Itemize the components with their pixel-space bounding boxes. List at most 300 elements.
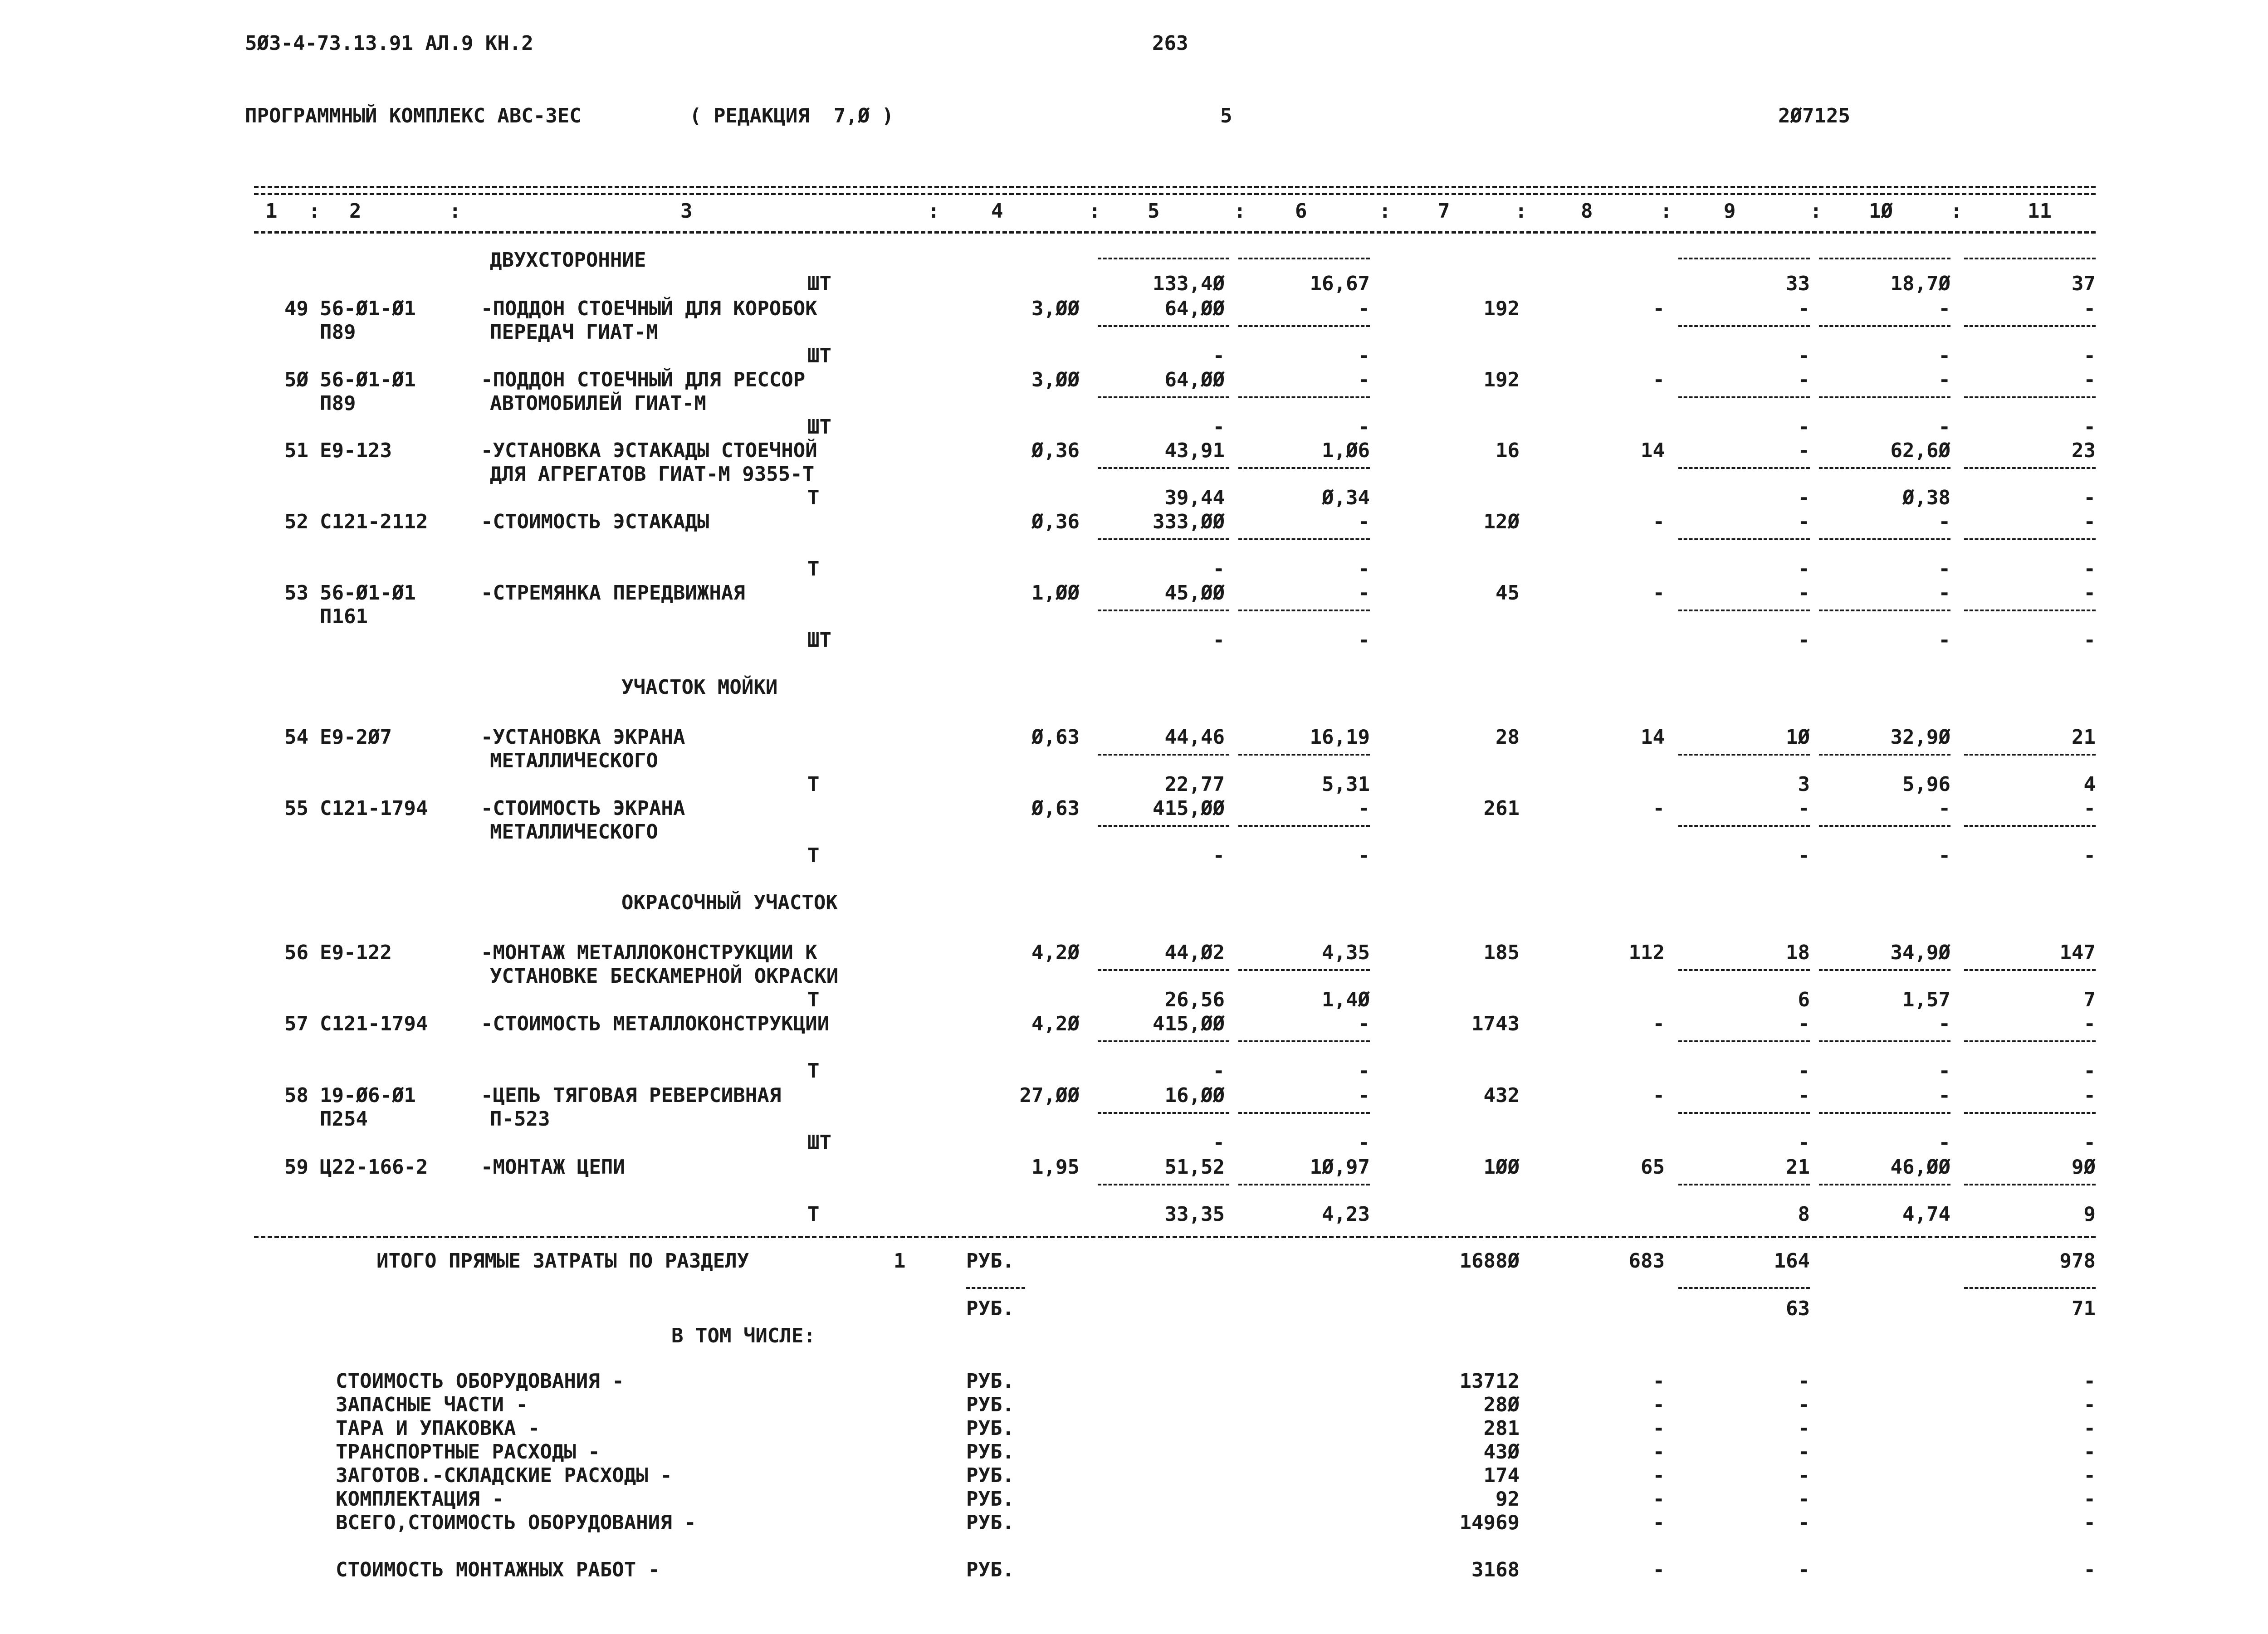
row-number: 58	[284, 1084, 308, 1107]
breakdown-col11: -	[2083, 1440, 2096, 1463]
row-unit: Т	[807, 988, 820, 1011]
row-col11-b: -	[2083, 486, 2096, 509]
row-col9-b: 6	[1798, 988, 1810, 1011]
breakdown-col8: -	[1652, 1558, 1665, 1581]
program-name: ПРОГРАММНЫЙ КОМПЛЕКС АВС-3ЕС	[245, 104, 582, 127]
column-header-1: 1	[265, 200, 278, 223]
breakdown-col9: -	[1798, 1558, 1810, 1581]
row-col4: 1,ØØ	[1031, 581, 1080, 605]
row-col11: -	[2083, 581, 2096, 605]
row-col8: 112	[1628, 941, 1665, 964]
row-col5: 133,4Ø	[1153, 272, 1225, 295]
row-col10-b: 5,96	[1902, 773, 1950, 796]
row-rule	[1238, 1184, 1370, 1185]
row-col11: 9Ø	[2072, 1156, 2096, 1179]
row-col10-b: 1,57	[1902, 988, 1950, 1011]
row-col6-b: -	[1358, 344, 1370, 367]
row-rule	[1098, 754, 1229, 756]
row-col6-b: -	[1358, 415, 1370, 439]
breakdown-col7: 281	[1483, 1417, 1520, 1440]
row-col11-b: 9	[2083, 1203, 2096, 1226]
row-col11-b: 7	[2083, 988, 2096, 1011]
breakdown-unit: РУБ.	[966, 1440, 1014, 1463]
row-name: -ЦЕПЬ ТЯГОВАЯ РЕВЕРСИВНАЯ	[481, 1084, 782, 1107]
breakdown-unit: РУБ.	[966, 1370, 1014, 1393]
row-col6-b: 4,23	[1322, 1203, 1370, 1226]
row-col5: 44,46	[1164, 726, 1225, 749]
column-header-6: 6	[1295, 200, 1307, 223]
row-col10-b: -	[1938, 629, 1950, 652]
row-rule	[1098, 467, 1229, 469]
row-rule	[1964, 258, 2096, 259]
row-col7: 16	[1496, 439, 1520, 462]
row-col11-b: -	[2083, 629, 2096, 652]
row-col10-b: -	[1938, 557, 1950, 580]
row-col10-b: -	[1938, 344, 1950, 367]
column-separator: :	[308, 200, 321, 223]
row-col11: -	[2083, 797, 2096, 820]
totals-col9-b: 63	[1786, 1297, 1810, 1320]
row-rule	[1238, 1040, 1370, 1042]
doc-code: 5Ø3-4-7З.13.91 АЛ.9 КН.2	[245, 32, 533, 55]
breakdown-unit: РУБ.	[966, 1464, 1014, 1487]
row-rule	[1678, 258, 1810, 259]
totals-col7: 1688Ø	[1459, 1249, 1520, 1273]
row-code-2: П89	[320, 392, 356, 415]
row-col6-b: -	[1358, 629, 1370, 652]
row-number: 5Ø	[284, 368, 308, 391]
row-unit: Т	[807, 773, 820, 796]
row-col6: -	[1358, 510, 1370, 533]
row-col6: 4,35	[1322, 941, 1370, 964]
row-rule	[1964, 325, 2096, 327]
row-col11: -	[2083, 1084, 2096, 1107]
row-name-2: П-523	[490, 1107, 550, 1131]
row-col5: 64,ØØ	[1164, 368, 1225, 391]
row-rule	[1238, 1112, 1370, 1114]
column-header-3: 3	[680, 200, 693, 223]
column-header-5: 5	[1148, 200, 1160, 223]
row-col7: 185	[1483, 941, 1520, 964]
row-col8: 14	[1641, 439, 1665, 462]
row-col9-b: -	[1798, 415, 1810, 439]
section-title-washing: УЧАСТОК МОЙКИ	[621, 676, 778, 699]
row-rule	[1964, 396, 2096, 398]
column-header-8: 8	[1581, 200, 1593, 223]
row-rule	[1964, 1112, 2096, 1114]
row-col9-b: -	[1798, 1059, 1810, 1083]
header-top-rule	[254, 186, 2096, 188]
row-col6: -	[1358, 1012, 1370, 1035]
row-col5: 415,ØØ	[1153, 1012, 1225, 1035]
row-number: 55	[284, 797, 308, 820]
row-col4: 4,2Ø	[1031, 941, 1080, 964]
row-number: 51	[284, 439, 308, 462]
row-col6-b: -	[1358, 844, 1370, 867]
breakdown-col11: -	[2083, 1464, 2096, 1487]
row-name-2: АВТОМОБИЛЕЙ ГИАТ-М	[490, 392, 706, 415]
row-col10: -	[1938, 1012, 1950, 1035]
row-rule	[1678, 825, 1810, 827]
breakdown-label: СТОИМОСТЬ МОНТАЖНЫХ РАБОТ -	[336, 1558, 660, 1581]
row-col11-b: 4	[2083, 773, 2096, 796]
totals-unit: РУБ.	[966, 1249, 1014, 1273]
row-rule	[1098, 1112, 1229, 1114]
row-col4: 1,95	[1031, 1156, 1080, 1179]
row-col9: -	[1798, 439, 1810, 462]
breakdown-label: ЗАГОТОВ.-СКЛАДСКИЕ РАСХОДЫ -	[336, 1464, 672, 1487]
column-separator: :	[1660, 200, 1672, 223]
row-col10: 18,7Ø	[1890, 272, 1950, 295]
breakdown-unit: РУБ.	[966, 1393, 1014, 1416]
row-col11: 21	[2072, 726, 2096, 749]
row-col9-b: -	[1798, 844, 1810, 867]
row-name: ДВУХСТОРОННИЕ	[490, 249, 646, 272]
row-rule	[1238, 396, 1370, 398]
row-code-2: П254	[320, 1107, 368, 1131]
breakdown-unit: РУБ.	[966, 1511, 1014, 1534]
row-number: 49	[284, 297, 308, 320]
row-name: -ПОДДОН СТОЕЧНЫЙ ДЛЯ РЕССОР	[481, 368, 806, 391]
row-rule	[1678, 610, 1810, 611]
row-col10: 46,ØØ	[1890, 1156, 1950, 1179]
row-col10-b: 4,74	[1902, 1203, 1950, 1226]
row-col9-b: -	[1798, 629, 1810, 652]
totals-unit-rule	[966, 1287, 1025, 1289]
row-col9-b: 3	[1798, 773, 1810, 796]
row-col11: 23	[2072, 439, 2096, 462]
row-unit: Т	[807, 1059, 820, 1083]
row-rule	[1098, 396, 1229, 398]
row-rule	[1819, 396, 1950, 398]
row-rule	[1964, 1040, 2096, 1042]
row-name-2: ДЛЯ АГРЕГАТОВ ГИАТ-М 9355-Т	[490, 463, 815, 486]
column-separator: :	[1810, 200, 1822, 223]
row-col6-b: 5,31	[1322, 773, 1370, 796]
row-col6: 16,19	[1310, 726, 1370, 749]
row-col4: 4,2Ø	[1031, 1012, 1080, 1035]
breakdown-col7: 92	[1496, 1488, 1520, 1511]
row-col10: -	[1938, 510, 1950, 533]
row-name: -СТОИМОСТЬ ЭСТАКАДЫ	[481, 510, 709, 533]
row-col7: 28	[1496, 726, 1520, 749]
breakdown-label: ВСЕГО,СТОИМОСТЬ ОБОРУДОВАНИЯ -	[336, 1511, 696, 1534]
breakdown-unit: РУБ.	[966, 1417, 1014, 1440]
row-col8: -	[1652, 581, 1665, 605]
totals-label: ИТОГО ПРЯМЫЕ ЗАТРАТЫ ПО РАЗДЕЛУ	[376, 1249, 749, 1273]
row-col4: 27,ØØ	[1019, 1084, 1080, 1107]
row-col5: 16,ØØ	[1164, 1084, 1225, 1107]
column-separator: :	[1950, 200, 1963, 223]
row-col9: 33	[1786, 272, 1810, 295]
totals-including: В ТОМ ЧИСЛЕ:	[671, 1324, 816, 1347]
row-code: С121-2112	[320, 510, 428, 533]
row-col9-b: -	[1798, 557, 1810, 580]
edition: ( РЕДАКЦИЯ 7,Ø )	[689, 104, 894, 127]
totals-col9: 164	[1774, 1249, 1810, 1273]
row-unit: ШТ	[807, 629, 831, 652]
row-col9-b: -	[1798, 486, 1810, 509]
row-col8: -	[1652, 1012, 1665, 1035]
breakdown-col9: -	[1798, 1464, 1810, 1487]
row-col6: -	[1358, 1084, 1370, 1107]
breakdown-col7: 3168	[1471, 1558, 1520, 1581]
row-col10: -	[1938, 797, 1950, 820]
breakdown-col7: 13712	[1459, 1370, 1520, 1393]
row-rule	[1819, 610, 1950, 611]
row-col11-b: -	[2083, 344, 2096, 367]
row-col11: -	[2083, 297, 2096, 320]
row-col5: 415,ØØ	[1153, 797, 1225, 820]
row-rule	[1238, 325, 1370, 327]
breakdown-col7: 28Ø	[1483, 1393, 1520, 1416]
breakdown-col8: -	[1652, 1511, 1665, 1534]
column-separator: :	[1089, 200, 1101, 223]
row-rule	[1098, 969, 1229, 971]
sheet-number: 5	[1220, 104, 1232, 127]
row-col9: -	[1798, 510, 1810, 533]
row-name: -СТРЕМЯНКА ПЕРЕДВИЖНАЯ	[481, 581, 745, 605]
row-rule	[1964, 538, 2096, 540]
row-rule	[1819, 258, 1950, 259]
row-col11-b: -	[2083, 1131, 2096, 1154]
breakdown-col8: -	[1652, 1488, 1665, 1511]
column-header-4: 4	[991, 200, 1003, 223]
header-bottom-rule	[254, 231, 2096, 234]
row-col9: 1Ø	[1786, 726, 1810, 749]
totals-col11-b: 71	[2072, 1297, 2096, 1320]
row-name: -УСТАНОВКА ЭКРАНА	[481, 726, 685, 749]
breakdown-col11: -	[2083, 1558, 2096, 1581]
row-code: Е9-2Ø7	[320, 726, 392, 749]
row-col5-b: -	[1212, 415, 1225, 439]
row-col5-b: 22,77	[1164, 773, 1225, 796]
breakdown-col9: -	[1798, 1488, 1810, 1511]
row-col6: -	[1358, 368, 1370, 391]
column-header-2: 2	[349, 200, 362, 223]
row-col9: 18	[1786, 941, 1810, 964]
row-code: 56-Ø1-Ø1	[320, 581, 416, 605]
totals-section-no: 1	[894, 1249, 906, 1273]
row-unit: ШТ	[807, 344, 831, 367]
row-col7: 1743	[1471, 1012, 1520, 1035]
row-col11: 37	[2072, 272, 2096, 295]
row-col9-b: -	[1798, 1131, 1810, 1154]
row-rule	[1678, 1040, 1810, 1042]
column-separator: :	[1515, 200, 1527, 223]
row-col7: 45	[1496, 581, 1520, 605]
row-rule	[1964, 825, 2096, 827]
section-title-painting: ОКРАСОЧНЫЙ УЧАСТОК	[621, 891, 838, 914]
breakdown-col8: -	[1652, 1440, 1665, 1463]
totals-col11: 978	[2059, 1249, 2096, 1273]
row-col7: 12Ø	[1483, 510, 1520, 533]
row-col7: 192	[1483, 297, 1520, 320]
row-name-2: УСТАНОВКЕ БЕСКАМЕРНОЙ ОКРАСКИ	[490, 965, 839, 988]
row-rule	[1678, 467, 1810, 469]
row-col7: 192	[1483, 368, 1520, 391]
column-header-11: 11	[2028, 200, 2052, 223]
row-col10: 32,9Ø	[1890, 726, 1950, 749]
row-col6: -	[1358, 297, 1370, 320]
row-number: 53	[284, 581, 308, 605]
row-col10: -	[1938, 581, 1950, 605]
column-separator: :	[1234, 200, 1246, 223]
row-col10-b: -	[1938, 415, 1950, 439]
row-unit: ШТ	[807, 415, 831, 439]
row-col6: 1Ø,97	[1310, 1156, 1370, 1179]
row-col9: 21	[1786, 1156, 1810, 1179]
row-col8: 65	[1641, 1156, 1665, 1179]
row-code-2: П161	[320, 605, 368, 628]
row-col4: Ø,36	[1031, 439, 1080, 462]
row-col6-b: Ø,34	[1322, 486, 1370, 509]
row-code: С121-1794	[320, 1012, 428, 1035]
breakdown-unit: РУБ.	[966, 1558, 1014, 1581]
breakdown-col11: -	[2083, 1393, 2096, 1416]
row-col7: 432	[1483, 1084, 1520, 1107]
breakdown-label: ТРАНСПОРТНЫЕ РАСХОДЫ -	[336, 1440, 600, 1463]
row-code: 56-Ø1-Ø1	[320, 368, 416, 391]
row-col9-b: -	[1798, 344, 1810, 367]
totals-rule	[254, 1236, 2096, 1238]
row-rule	[1819, 467, 1950, 469]
row-col5-b: -	[1212, 344, 1225, 367]
row-col4: Ø,63	[1031, 797, 1080, 820]
row-rule	[1678, 538, 1810, 540]
row-name-2: МЕТАЛЛИЧЕСКОГО	[490, 749, 658, 772]
row-col11: 147	[2059, 941, 2096, 964]
row-col5-b: 39,44	[1164, 486, 1225, 509]
breakdown-col7: 43Ø	[1483, 1440, 1520, 1463]
row-col6: 16,67	[1310, 272, 1370, 295]
breakdown-col9: -	[1798, 1393, 1810, 1416]
row-rule	[1238, 258, 1370, 259]
column-header-10: 1Ø	[1869, 200, 1893, 223]
row-rule	[1819, 538, 1950, 540]
row-col8: -	[1652, 510, 1665, 533]
row-col9: -	[1798, 1084, 1810, 1107]
breakdown-col9: -	[1798, 1440, 1810, 1463]
row-rule	[1098, 610, 1229, 611]
page-number: 263	[1152, 32, 1188, 55]
row-code: С121-1794	[320, 797, 428, 820]
breakdown-col9: -	[1798, 1511, 1810, 1534]
row-number: 54	[284, 726, 308, 749]
row-col5: 333,ØØ	[1153, 510, 1225, 533]
row-col11: -	[2083, 368, 2096, 391]
row-unit: ШТ	[807, 272, 831, 295]
breakdown-col9: -	[1798, 1370, 1810, 1393]
row-rule	[1964, 467, 2096, 469]
row-col5-b: 26,56	[1164, 988, 1225, 1011]
row-rule	[1678, 969, 1810, 971]
row-col4: Ø,63	[1031, 726, 1080, 749]
row-col7: 1ØØ	[1483, 1156, 1520, 1179]
row-col6: -	[1358, 581, 1370, 605]
row-col9: -	[1798, 297, 1810, 320]
row-col10-b: -	[1938, 1059, 1950, 1083]
row-col9: -	[1798, 1012, 1810, 1035]
row-col5-b: -	[1212, 557, 1225, 580]
row-unit: Т	[807, 844, 820, 867]
row-col4: 3,ØØ	[1031, 297, 1080, 320]
row-unit: Т	[807, 557, 820, 580]
row-rule	[1678, 396, 1810, 398]
row-col9: -	[1798, 797, 1810, 820]
breakdown-col8: -	[1652, 1417, 1665, 1440]
row-code: 56-Ø1-Ø1	[320, 297, 416, 320]
column-header-7: 7	[1438, 200, 1450, 223]
row-col8: 14	[1641, 726, 1665, 749]
row-col4: 3,ØØ	[1031, 368, 1080, 391]
row-col5-b: -	[1212, 1059, 1225, 1083]
row-col5-b: 33,35	[1164, 1203, 1225, 1226]
row-col10-b: -	[1938, 844, 1950, 867]
row-col11-b: -	[2083, 557, 2096, 580]
row-rule	[1819, 754, 1950, 756]
row-number: 52	[284, 510, 308, 533]
row-col6-b: -	[1358, 1059, 1370, 1083]
row-col10: 62,6Ø	[1890, 439, 1950, 462]
row-code: Ц22-166-2	[320, 1156, 428, 1179]
row-col10-b: -	[1938, 1131, 1950, 1154]
row-number: 59	[284, 1156, 308, 1179]
row-col6-b: -	[1358, 557, 1370, 580]
row-col10: 34,9Ø	[1890, 941, 1950, 964]
header-top-rule-2	[254, 193, 2096, 195]
row-unit: Т	[807, 1203, 820, 1226]
row-rule	[1238, 467, 1370, 469]
row-col9: -	[1798, 581, 1810, 605]
breakdown-col8: -	[1652, 1464, 1665, 1487]
row-code: Е9-123	[320, 439, 392, 462]
breakdown-col9: -	[1798, 1417, 1810, 1440]
row-name-2: ПЕРЕДАЧ ГИАТ-М	[490, 321, 658, 344]
breakdown-label: ЗАПАСНЫЕ ЧАСТИ -	[336, 1393, 528, 1416]
row-rule	[1098, 258, 1229, 259]
row-name: -СТОИМОСТЬ МЕТАЛЛОКОНСТРУКЦИИ	[481, 1012, 830, 1035]
row-col5-b: -	[1212, 1131, 1225, 1154]
row-number: 56	[284, 941, 308, 964]
row-rule	[1238, 754, 1370, 756]
row-col5: 51,52	[1164, 1156, 1225, 1179]
row-code: Е9-122	[320, 941, 392, 964]
row-rule	[1238, 538, 1370, 540]
row-rule	[1678, 754, 1810, 756]
breakdown-label: КОМПЛЕКТАЦИЯ -	[336, 1488, 504, 1511]
doc-id: 2Ø7125	[1778, 104, 1850, 127]
row-rule	[1819, 969, 1950, 971]
row-name: -МОНТАЖ ЦЕПИ	[481, 1156, 625, 1179]
row-col6: 1,Ø6	[1322, 439, 1370, 462]
row-name: -УСТАНОВКА ЭСТАКАДЫ СТОЕЧНОЙ	[481, 439, 817, 462]
row-rule	[1098, 1184, 1229, 1185]
row-unit: Т	[807, 486, 820, 509]
row-rule	[1964, 969, 2096, 971]
totals-col11-rule	[1964, 1287, 2096, 1289]
row-name: -МОНТАЖ МЕТАЛЛОКОНСТРУКЦИИ К	[481, 941, 817, 964]
row-col9: -	[1798, 368, 1810, 391]
row-rule	[1819, 1040, 1950, 1042]
row-rule	[1678, 1112, 1810, 1114]
row-col4: Ø,36	[1031, 510, 1080, 533]
column-separator: :	[928, 200, 940, 223]
row-col10-b: Ø,38	[1902, 486, 1950, 509]
row-col7: 261	[1483, 797, 1520, 820]
row-code-2: П89	[320, 321, 356, 344]
row-name: -СТОИМОСТЬ ЭКРАНА	[481, 797, 685, 820]
